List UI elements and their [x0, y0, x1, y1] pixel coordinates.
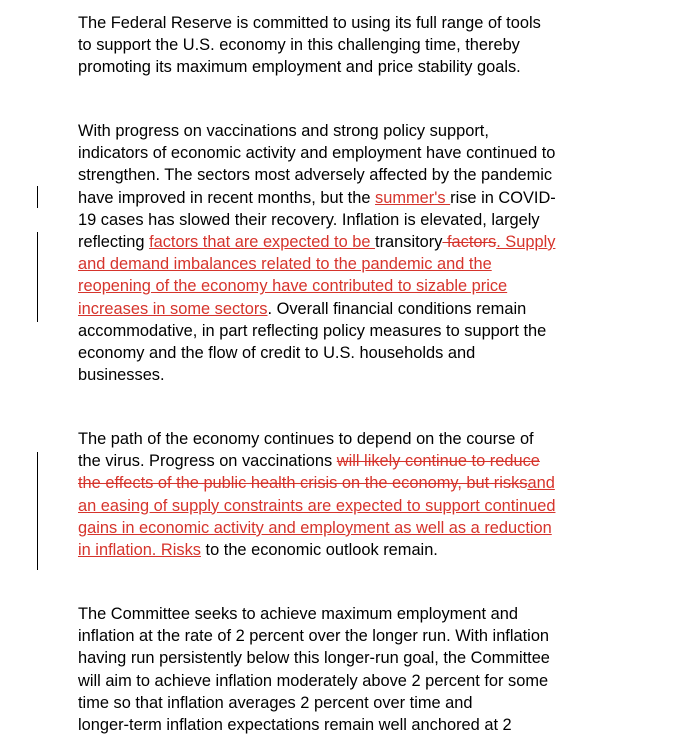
text-line [78, 209, 638, 231]
inserted-text: increases in some sectors [78, 299, 268, 318]
change-bar [37, 452, 38, 570]
text-line [78, 253, 638, 275]
text-line [78, 56, 638, 78]
deleted-text: will likely continue to reduce [336, 452, 540, 471]
body-text: inflation at the rate of 2 percent over the longer run. With inflation [78, 627, 550, 646]
paragraph-committee-goals [78, 603, 638, 736]
text-line [78, 428, 638, 450]
body-text: strengthen. The sectors most adversely affected by the pandemic [78, 166, 553, 185]
body-text: having run persistently below this longer-run goal, the Committee [78, 649, 550, 668]
body-text: rise in COVID- [450, 188, 556, 207]
text-line [78, 539, 638, 561]
body-text: The Federal Reserve is committed to using its full range of tools [78, 14, 541, 32]
body-text: will aim to achieve inflation moderately above 2 percent for some [78, 671, 549, 690]
body-text: . Overall financial conditions remain [267, 299, 527, 318]
inserted-text: reopening of the economy have contributed to sizable price [78, 277, 508, 296]
body-text: promoting its maximum employment and price stability goals. [78, 58, 521, 77]
body-text: have improved in recent months, but the [78, 188, 376, 207]
deleted-text: factors [442, 233, 497, 252]
body-text: businesses. [78, 366, 165, 385]
change-bar [37, 186, 38, 208]
body-text: time so that inflation averages 2 percent over time and [78, 693, 473, 712]
body-text: transitory [375, 233, 443, 252]
body-text: 19 cases has slowed their recovery. Inflation is elevated, largely [78, 210, 540, 229]
inserted-text: and demand imbalances related to the pandemic and the [78, 255, 492, 274]
body-text: accommodative, in part reflecting policy measures to support the [78, 321, 547, 340]
text-line [78, 670, 638, 692]
text-line [78, 450, 638, 472]
text-line [78, 603, 638, 625]
inserted-text: in inflation. Risks [78, 541, 201, 560]
text-line [78, 517, 638, 539]
change-bar [37, 232, 38, 322]
paragraph-economic-activity [78, 120, 638, 386]
body-text: With progress on vaccinations and strong policy support, [78, 122, 489, 140]
text-line [78, 320, 638, 342]
inserted-text: summer's [375, 188, 451, 207]
text-line [78, 495, 638, 517]
paragraph-path-of-economy [78, 428, 638, 561]
text-line [78, 625, 638, 647]
body-text: economy and the flow of credit to U.S. households and [78, 344, 476, 363]
text-line [78, 34, 638, 56]
text-line [78, 142, 638, 164]
inserted-text: an easing of supply constraints are expected to support continued [78, 496, 556, 515]
paragraph-commitment [78, 12, 638, 79]
text-line [78, 298, 638, 320]
body-text: The Committee seeks to achieve maximum employment and [78, 605, 518, 623]
text-line [78, 231, 638, 253]
body-text: indicators of economic activity and employment have continued to [78, 144, 556, 163]
deleted-text: the effects of the public health crisis on the economy, but risks [78, 474, 528, 493]
text-line [78, 714, 638, 736]
text-line [78, 187, 638, 209]
text-line [78, 120, 638, 142]
body-text: to the economic outlook remain. [200, 541, 438, 560]
inserted-text: gains in economic activity and employment as well as a reduction [78, 518, 552, 537]
inserted-text: and [527, 474, 555, 493]
text-line [78, 692, 638, 714]
inserted-text: . Supply [496, 233, 556, 252]
text-line [78, 12, 638, 34]
text-line [78, 647, 638, 669]
inserted-text: factors that are expected to be [149, 233, 376, 252]
body-text: longer-term inflation expectations remain well anchored at 2 [78, 716, 512, 735]
body-text: The path of the economy continues to depend on the course of [78, 430, 534, 448]
body-text: reflecting [78, 233, 150, 252]
text-line [78, 275, 638, 297]
text-line [78, 164, 638, 186]
body-text: to support the U.S. economy in this challenging time, thereby [78, 36, 520, 55]
text-line [78, 472, 638, 494]
text-line [78, 364, 638, 386]
body-text: the virus. Progress on vaccinations [78, 452, 337, 471]
text-line [78, 342, 638, 364]
